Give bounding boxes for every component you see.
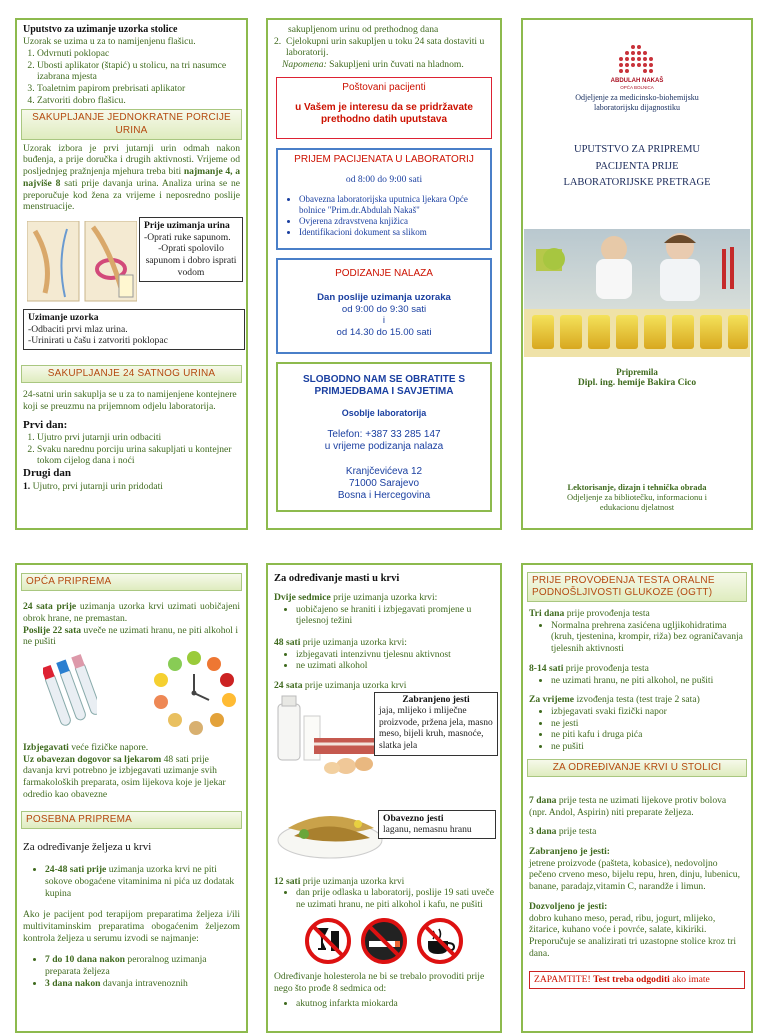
prohibition-icons xyxy=(274,917,494,965)
ogtt-814-list xyxy=(529,675,745,687)
ogtt-814-text: prije provođenja testa xyxy=(565,662,649,674)
urine-24h-text: 24-satni urin sakuplja se u za to namijenjene kontejnere koji se preuzmu na prijemnom odjelu laboratorija. xyxy=(23,389,237,412)
prep-24h xyxy=(23,601,240,624)
stool-step: 1. Odvrnuti poklopac xyxy=(37,48,240,60)
first-day-item: 1. Ujutro prvi jutarnji urin odbaciti xyxy=(37,432,240,444)
must-eat-text: laganu, nemasnu hranu xyxy=(383,824,472,836)
address-country: Bosna i Hercegovina xyxy=(337,489,431,501)
contact-staff: Osoblje laboratorija xyxy=(341,408,427,419)
panel-urine-stool xyxy=(15,18,248,530)
taking-item: -Urinirati u čašu i zatvoriti poklopac xyxy=(28,335,168,347)
intake-item: • Identifikacioni dokument sa slikom xyxy=(299,227,484,238)
forbidden-text: jaja, mlijeko i mliječne proizvode, pržena jela, masno meso, bijeli kruh, masnoće, slatka jela xyxy=(379,706,493,752)
h24-bold: 24 sata xyxy=(274,680,303,692)
stool-3days-text: prije testa xyxy=(558,826,597,838)
food-clock-icon xyxy=(151,650,237,736)
remember-text: ako imate xyxy=(672,974,710,986)
iron-list-1 xyxy=(23,864,240,899)
forbidden-title: Zabranjeno jesti xyxy=(402,694,470,705)
cholesterol-text: Određivanje holesterola ne bi se trebalo provoditi prije nego što prođe 8 sedmica od: xyxy=(274,970,485,994)
doctor-text: 48 sati prije davanja krvi potrebno je izbjegavati uzimanje svih farmakoloških preparata, osim lijekova koje je ljekar odredio kao obavezne xyxy=(23,753,226,800)
before-title: Prije uzimanja urina xyxy=(144,220,230,231)
contact-title: SLOBODNO NAM SE OBRATITE S PRIMJEDBAMA I SAVJETIMA xyxy=(302,373,466,397)
ogtt-814-line xyxy=(529,663,745,675)
first-day-item: 2. Svaku narednu porciju urina sakupljati u kontejner tokom cijelog dana i noći xyxy=(37,444,240,467)
results-box xyxy=(276,258,492,354)
iron-item-bold: 24-48 sati prije xyxy=(45,864,107,876)
intake-list xyxy=(284,194,484,238)
h12-list xyxy=(274,887,494,910)
fat-food-area xyxy=(274,692,494,870)
logo-name: ABDULAH NAKAŠ xyxy=(610,78,664,84)
note-label: Napomena: xyxy=(282,59,327,71)
intake-box xyxy=(276,148,492,250)
second-day-num: 1. xyxy=(23,480,31,492)
urine-24h-header: SAKUPLJANJE 24 SATNOG URINA xyxy=(21,365,242,383)
iron-item-bold: 3 dana nakon xyxy=(45,977,101,989)
ogtt-during-text: izvođenja testa (test traje 2 sata) xyxy=(576,694,700,706)
fish-dish-image xyxy=(274,788,386,864)
ogtt-during-item: • ne jesti xyxy=(551,718,745,730)
taking-sample-box xyxy=(23,309,245,350)
iron-item xyxy=(45,954,240,977)
panel-info xyxy=(266,18,502,530)
forbidden-food-box xyxy=(374,692,498,756)
w2-item: • uobičajeno se hraniti i izbjegavati promjene u tjelesnoj težini xyxy=(296,604,494,627)
results-title: PODIZANJE NALAZA xyxy=(335,267,433,279)
hospital-logo-icon xyxy=(615,44,659,78)
taking-title: Uzimanje uzorka xyxy=(28,312,99,323)
stool-allowed-title: Dozvoljeno je jesti: xyxy=(529,900,608,912)
ogtt-header: PRIJE PROVOĐENJA TESTA ORALNE PODNOŠLJIVOSTI GLUKOZE (OGTT) xyxy=(527,572,747,602)
h48-text: prije uzimanja uzorka krvi: xyxy=(302,636,407,648)
h48-line xyxy=(274,637,494,649)
laboratory-photo xyxy=(524,229,750,357)
before-item: -Oprati ruke sapunom. xyxy=(144,231,231,243)
results-hours-afternoon: od 14.30 do 15.00 sati xyxy=(336,327,432,339)
note-text: Sakupljeni urin čuvati na hladnom. xyxy=(329,59,464,71)
continued-item-2 xyxy=(274,36,494,59)
iron-item-text: peroralnog uzimanja preparata željeza xyxy=(45,954,207,978)
urine-single-header: SAKUPLJANJE JEDNOKRATNE PORCIJE URINA xyxy=(21,109,242,139)
stool-step: 4. Zatvoriti dobro flašicu. xyxy=(37,95,240,107)
second-day-text: Ujutro, prvi jutarnji urin pridodati xyxy=(32,480,163,492)
ogtt-3days-line xyxy=(529,608,745,620)
cholesterol-list xyxy=(274,998,494,1010)
h48-item: • ne uzimati alkohol xyxy=(296,660,494,672)
stool-forbidden-title: Zabranjeno je jesti: xyxy=(529,846,610,858)
h12-line xyxy=(274,876,494,888)
w2-list xyxy=(274,604,494,627)
no-alcohol-icon xyxy=(303,917,353,965)
general-prep-illustrations xyxy=(23,648,240,740)
department-name: Odjeljenje za medicinsko-biohemijsku laboratorijsku dijagnostiku xyxy=(575,92,699,112)
brochure-title: UPUTSTVO ZA PRIPREMU PACIJENTA PRIJE LABORATORIJSKE PRETRAGE xyxy=(563,144,711,188)
iron-item xyxy=(45,978,240,990)
before-urine-box xyxy=(139,217,243,282)
panel-blood-general xyxy=(15,563,248,1033)
ogtt-during-item: • ne pušiti xyxy=(551,741,745,753)
address-street: Kranjčevićeva 12 xyxy=(345,465,423,477)
ogtt-during-list xyxy=(529,706,745,753)
stool-3days-bold: 3 dana xyxy=(529,826,557,838)
iron-title: Za određivanje željeza u krvi xyxy=(23,840,152,853)
urine-text-a: Uzorak izbora je prvi jutarnji urin odmah nakon buđenja, a prije doručka i drugih aktivnosti. Vrijeme od posljednjeg pražnjenja mjehura treba biti xyxy=(23,142,240,178)
iron-item-text: davanja intravenoznih xyxy=(102,977,188,989)
stool-allowed-text: dobro kuhano meso, perad, ribu, jogurt, mlijeko, žitarice, kuhano voće i povrće, salate, kikiriki. Preporučuje se analizirati tri uzastopne stolice kroz tri dana. xyxy=(529,912,736,959)
before-item: -Oprati spolovilo sapunom i dobro isprati vodom xyxy=(145,243,237,278)
second-day-title: Drugi dan xyxy=(23,467,71,480)
ogtt-3days-item: • Normalna prehrena zasićena ugljikohidratima (kruh, tjestenina, krompir, riža) bez ograničavanja tjelesnih aktivnosti xyxy=(551,620,745,655)
stool-forbidden-text: jetrene proizvode (pašteta, kobasice), nedovoljno pečeno crveno meso, bijelu repu, hren, dinju, lubenicu, banane, paradajz,vitamin C, narandže i limun. xyxy=(529,857,740,893)
prep-24h-bold: 24 sata prije xyxy=(23,601,77,613)
contact-phone-note: u vrijeme podizanja nalaza xyxy=(324,441,444,453)
h12-bold: 12 sati xyxy=(274,875,301,887)
ogtt-3days-list xyxy=(529,620,745,655)
address-city: 71000 Sarajevo xyxy=(348,477,420,489)
ogtt-3days-bold: Tri dana xyxy=(529,608,565,619)
fat-title: Za određivanje masti u krvi xyxy=(274,573,400,584)
prep-22h-text: uveče ne uzimati hranu, ne piti alkohol i ne pušiti xyxy=(23,624,239,648)
remember-box xyxy=(529,971,745,989)
no-smoking-icon xyxy=(359,917,409,965)
contact-phone: Telefon: +387 33 285 147 xyxy=(327,429,441,441)
no-coffee-icon xyxy=(415,917,465,965)
ogtt-814-bold: 8-14 sati xyxy=(529,662,564,674)
cholesterol-item: • akutnog infarkta miokarda xyxy=(296,998,494,1010)
h48-list xyxy=(274,649,494,672)
stool-steps xyxy=(23,48,240,107)
iron-list-2 xyxy=(23,954,240,989)
prep-24h-text: uzimanja uzorka krvi uzimati uobičajeni obrok hrane, ne premastan. xyxy=(23,601,241,624)
continued-item: sakupljenom urinu od prethodnog dana xyxy=(288,24,439,35)
intake-item: • Obavezna laboratorijska uputnica ljekara Opće bolnice "Prim.dr.Abdulah Nakaš" xyxy=(299,194,484,216)
respect-title: Poštovani pacijenti xyxy=(342,81,426,93)
credits-title: Lektorisanje, dizajn i tehnička obrada xyxy=(567,481,707,492)
must-eat-title: Obavezno jesti xyxy=(383,812,444,824)
panel-ogtt-stool xyxy=(521,563,753,1033)
ogtt-during-bold: Za vrijeme xyxy=(529,694,575,706)
taking-item: -Odbaciti prvi mlaz urina. xyxy=(28,323,128,335)
stool-7days-text: prije testa ne uzimati lijekove protiv bolova (npr. Andol, Aspirin) niti preparate željeza. xyxy=(529,794,727,818)
stool-3days xyxy=(529,826,745,838)
blood-tubes-icon xyxy=(43,654,97,730)
avoid-text: veće fizičke napore. xyxy=(71,742,149,753)
stool-7days xyxy=(529,795,745,818)
results-hours-morning: od 9:00 do 9:30 sati xyxy=(341,303,427,315)
avoid-effort xyxy=(23,742,240,754)
special-prep-header: POSEBNA PRIPREMA xyxy=(21,811,242,829)
avoid-bold: Izbjegavati xyxy=(23,742,69,753)
ogtt-during-item: • ne piti kafu i druga pića xyxy=(551,729,745,741)
ogtt-3days-text: prije provođenja testa xyxy=(566,608,650,619)
w2-bold: Dvije sedmice xyxy=(274,591,331,603)
ogtt-during-line xyxy=(529,694,745,706)
must-eat-box xyxy=(378,810,496,839)
credits-text: Odjeljenje za bibliotečku, informacionu i edukacionu djelatnost xyxy=(567,492,707,513)
ogtt-during-item: • izbjegavati svaki fizički napor xyxy=(551,706,745,718)
intake-hours: od 8:00 do 9:00 sati xyxy=(345,174,423,185)
stool-7days-bold: 7 dana xyxy=(529,794,557,806)
urine-illustration-area xyxy=(23,217,240,355)
h12-text: prije uzimanja uzorka krvi xyxy=(302,875,405,887)
w2-line xyxy=(274,592,494,604)
h48-bold: 48 sati xyxy=(274,636,301,648)
remember-label: ZAPAMTITE! xyxy=(534,974,591,986)
first-day-list xyxy=(23,432,240,467)
stool-step: 2. Ubosti aplikator (štapić) u stolicu, na tri nasumce izabrana mjesta xyxy=(37,60,240,83)
first-day-title: Prvi dan: xyxy=(23,418,68,431)
cont-text: Cjelokupni urin sakupljen u toku 24 sata dostaviti u laboratorij. xyxy=(285,35,485,59)
w2-text: prije uzimanja uzorka krvi: xyxy=(333,591,438,603)
dairy-food-image xyxy=(274,694,386,778)
h24-line xyxy=(274,680,494,692)
prep-22h xyxy=(23,625,240,648)
remember-bold: Test treba odgoditi xyxy=(593,974,670,986)
h12-item: • dan prije odlaska u laboratorij, poslije 19 sati uveče ne uzimati hranu, ne piti alkohol i kafu, ne pušiti xyxy=(296,887,494,910)
h48-item: • izbjegavati intenzivnu tjelesnu aktivnost xyxy=(296,649,494,661)
stool-intro: Uzorak se uzima u za to namijenjenu flašicu. xyxy=(23,36,196,48)
note xyxy=(274,59,494,71)
respect-box xyxy=(276,77,492,139)
stool-step: 3. Toaletnim papirom prebrisati aplikator xyxy=(37,83,240,95)
iron-item xyxy=(45,864,240,899)
respect-text: u Vašem je interesu da se pridržavate prethodno datih uputstava xyxy=(295,102,473,126)
stool-title: Uputstvo za uzimanje uzorka stolice xyxy=(23,24,178,35)
prep-22h-bold: Poslije 22 sata xyxy=(23,624,82,636)
ogtt-814-item: • ne uzimati hranu, ne piti alkohol, ne pušiti xyxy=(551,675,745,687)
doctor-bold: Uz obavezan dogovor sa ljekarom xyxy=(23,753,162,765)
panel-blood-fats xyxy=(266,563,502,1033)
urine-single-text xyxy=(23,143,240,213)
prepared-by-label: Pripremila xyxy=(616,367,658,378)
second-day-item xyxy=(23,481,240,493)
logo-sub: OPĆA BOLNICA xyxy=(620,85,654,91)
iron-item-text: uzimanja uzorka krvi ne piti sokove obogaćene vitaminima ni pića uz dodatak kupina xyxy=(45,864,235,899)
contact-box xyxy=(276,362,492,512)
iron-item-bold: 7 do 10 dana nakon xyxy=(45,954,125,966)
intake-title: PRIJEM PACIJENATA U LABORATORIJ xyxy=(294,153,474,165)
results-and: i xyxy=(382,315,386,327)
iron-paragraph: Ako je pacijent pod terapijom preparatima željeza i/ili multivitaminskim preparatima obogaćenim željezom kontrola željeza u serumu izvodi se najmanje: xyxy=(23,909,240,944)
general-prep-header: OPĆA PRIPREMA xyxy=(21,573,242,591)
intake-item: • Ovjerena zdravstvena knjižica xyxy=(299,216,484,227)
washing-illustration xyxy=(27,221,137,303)
results-subtitle: Dan poslije uzimanja uzoraka xyxy=(317,292,451,303)
stool-blood-header: ZA ODREĐIVANJE KRVI U STOLICI xyxy=(527,759,747,777)
urine-text-b: sati prije davanja urina. Analiza urina se ne preporučuje kod žena za vrijeme i neposredno poslije menstruacije. xyxy=(23,177,240,213)
panel-cover xyxy=(521,18,753,530)
urine-text-bold: najmanje 4, a najviše 8 xyxy=(23,166,240,189)
doctor-consult xyxy=(23,754,240,801)
author-name: Dipl. ing. hemije Bakira Cico xyxy=(577,378,697,389)
h24-text: prije uzimanja uzorka krvi xyxy=(304,680,407,692)
cont-num: 2. xyxy=(274,35,282,47)
